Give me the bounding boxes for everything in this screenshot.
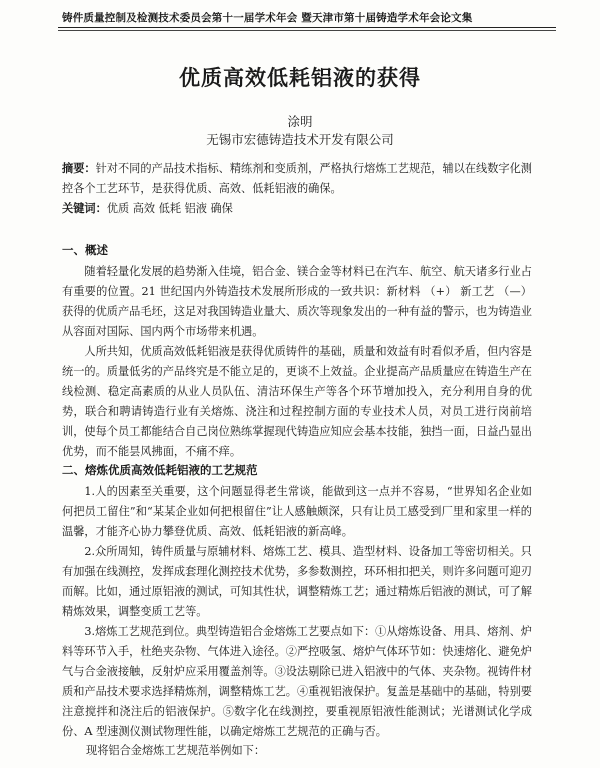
keywords-text: 优质 高效 低耗 铝液 确保 [106,202,233,215]
closing-line: 现将铝合金熔炼工艺规范举例如下： [86,744,266,757]
header-rule-thin [58,30,556,31]
abstract-label: 摘要： [62,161,96,175]
paper-title: 优质高效低耗铝液的获得 [179,65,421,90]
keywords-label: 关键词： [62,201,107,215]
affiliation: 无锡市宏德铸造技术开发有限公司 [206,132,394,147]
paragraph: 随着轻量化发展的趋势渐入佳境，铝合金、镁合金等材料已在汽车、航空、航天诸多行业占有重要的位置。21 世纪国内外铸造技术发展所形成的一致共识：新材料 （+） 新工艺 （—） 获得的优质产品毛坯，这足对我国铸造业量大、质次等现象发出的一种有益的警示，也为铸造业从容面对国际、国内两个市场带来机遇。 [62,265,532,338]
section-heading-process: 二、熔炼优质高效低耗铝液的工艺规范 [62,463,258,477]
paragraph: 2.众所周知，铸件质量与原辅材料、熔炼工艺、模具、造型材料、设备加工等密切相关。只有加强在线测控，发挥成套理化测控技术优势，多参数测控，环环相扣把关，则许多问题可迎刃而解。比如，通过原铝液的测试，可知其性状，调整精炼工艺；通过精炼后铝液的测试，可了解精炼效果，调整变质工艺等。 [62,545,532,618]
header-rule [58,27,556,28]
author: 涂明 [287,114,313,129]
paragraph: 3.熔炼工艺规范到位。典型铸造铝合金熔炼工艺要点如下：①从熔炼设备、用具、熔剂、炉料等环节入手，杜绝夹杂物、气体进入途径。②严控吸氢、熔炉气体环节如：快速熔化、避免炉气与合金液接触，反射炉应采用覆盖剂等。③设法剔除已进入铝液中的气体、夹杂物。视铸件材质和产品技术要求选择精炼剂，调整精炼工艺。④重视铝液保护。复盖是基础中的基础，特别要注意搅拌和浇注后的铝液保护。⑤数字化在线测控，要重视原铝液性能测试；光谱测试化学成份、A 型速测仪测试物理性能，以确定熔炼工艺规范的正确与否。 [62,625,532,738]
keywords [62,198,532,219]
abstract [62,158,532,199]
paragraph: 1.人的因素至关重要，这个问题显得老生常谈，能做到这一点并不容易，“世界知名企业如何把员工留住”和“某某企业如何把根留住”让人感触颇深，只有让员工感受到厂里和家里一样的温馨，才能齐心协力攀登优质、高效、低耗铝液的新高峰。 [62,485,532,538]
running-header: 铸件质量控制及检测技术委员会第十一届学术年会 暨天津市第十届铸造学术年会论文集 [62,12,473,24]
paragraph: 人所共知，优质高效低耗铝液是获得优质铸件的基础，质量和效益有时看似矛盾，但内容是统一的。质量低劣的产品终究是不能立足的，更谈不上效益。企业提高产品质量应在铸造生产在线检测、稳定高素质的从业人员队伍、清洁环保生产等各个环节增加投入，充分利用自身的优势，联合和聘请铸造行业有关熔炼、浇注和过程控制方面的专业技术人员，对员工进行岗前培训，使每个员工都能结合自己岗位熟练掌握现代铸造应知应会基本技能，独挡一面，日益凸显出优势，而不能昙风拂面，不痛不痒。 [62,345,532,458]
section-heading-overview: 一、概述 [62,243,108,257]
abstract-text: 针对不同的产品技术指标、精练剂和变质剂，严格执行熔炼工艺规范，辅以在线数字化测控各个工艺环节，是获得优质、高效、低耗铝液的确保。 [62,162,532,195]
